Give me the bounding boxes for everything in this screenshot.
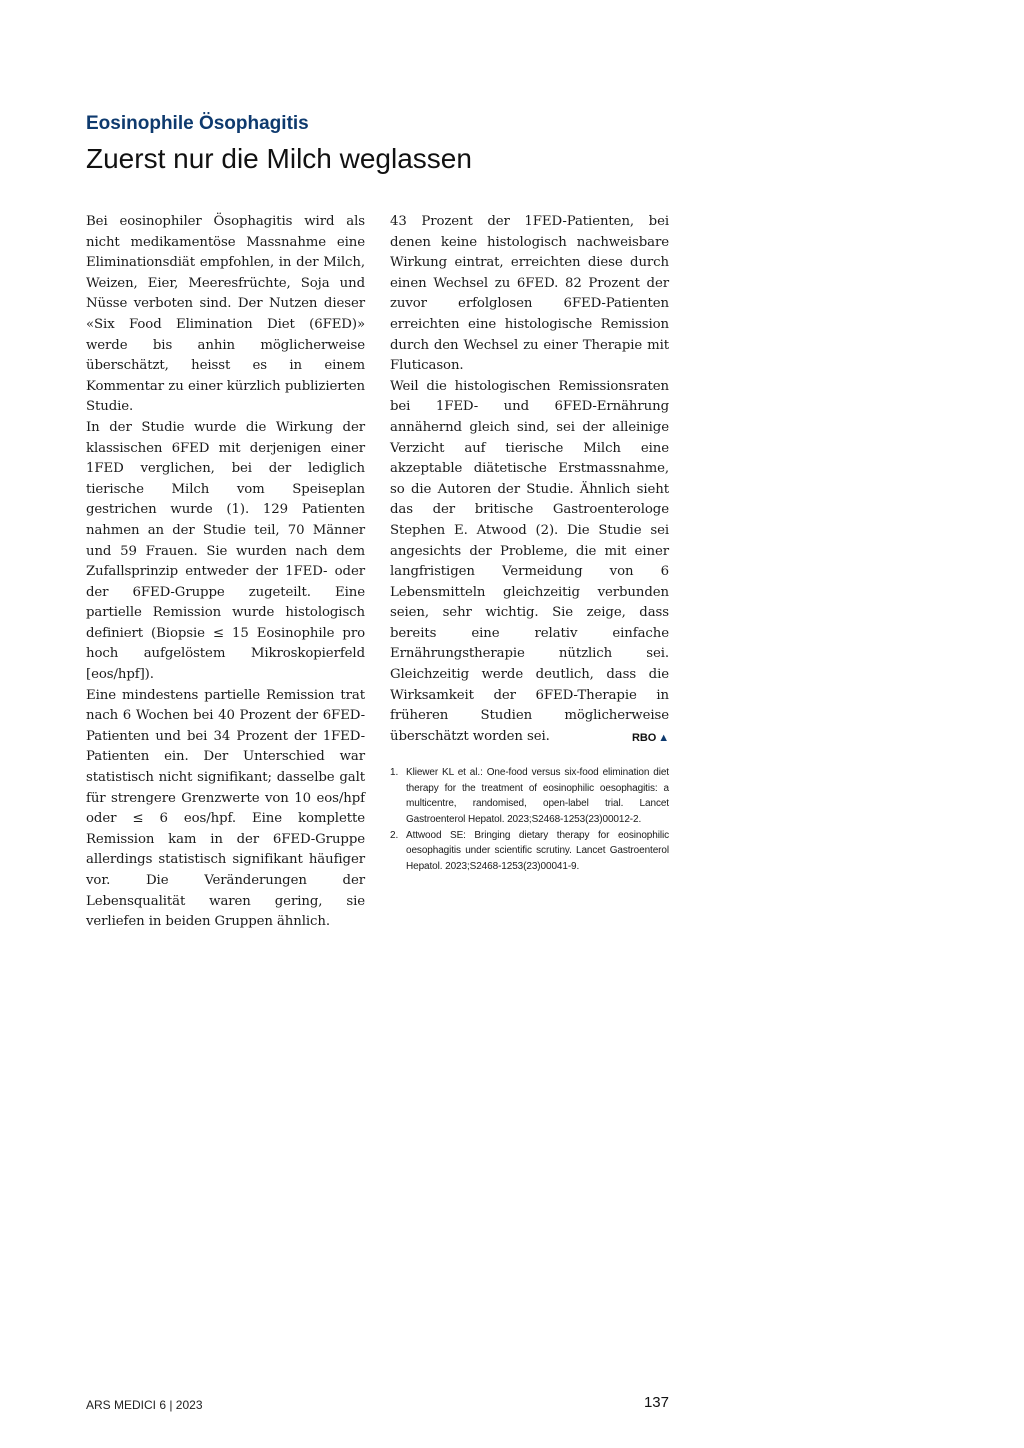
reference-item [390,828,669,874]
page-number: 137 [643,1394,669,1411]
reference-text: Attwood SE: Bringing dietary therapy for eosinophilic oesophagitis under scientific scrutiny. Lancet Gastroenterol Hepatol. 2023;S2468-1253(23)00041-9. [406,830,669,872]
body-paragraph: Eine mindestens partielle Remission trat nach 6 Wochen bei 40 Prozent der 6FED-Patienten und bei 34 Prozent der 1FED-Patienten ein. Der Unterschied war statistisch nicht signifikant; dasselbe galt für strengere Grenzwerte von 10 eos/hpf oder ≤ 6 eos/hpf. Eine komplette Remission kam in der 6FED-Gruppe allerdings statistisch signifikant häufiger vor. Die Veränderungen der Lebensqualität waren gering, sie verliefen in beiden Gruppen ähnlich. [86,687,365,930]
journal-footer: ARS MEDICI 6 | 2023 [86,1398,203,1412]
body-paragraph: Bei eosinophiler Ösophagitis wird als nicht medikamentöse Massnahme eine Eliminationsdiät empfohlen, in der Milch, Weizen, Eier, Meeresfrüchte, Soja und Nüsse verboten sind. Der Nutzen dieser «Six Food Elimination Diet (6FED)» werde bis anhin möglicherweise überschätzt, heisst es in einem Kommentar zu einer kürzlich publizierten Studie. [86,214,365,415]
body-paragraph [390,377,669,748]
author-signature [632,728,669,749]
reference-number: 2. [390,830,399,842]
author-initials: RBO [632,731,657,744]
article-kicker: Eosinophile Ösophagitis [86,113,309,134]
end-triangle-icon: ▲ [658,731,669,744]
body-paragraph-text: Weil die histologischen Remissionsraten bei 1FED- und 6FED-Ernährung annähernd gleich sind, sei der alleinige Verzicht auf tierische Milch eine akzeptable diätetische Erstmassnahme, so die Autoren der Studie. Ähnlich sieht das der britische Gastroenterologe Stephen E. Atwood (2). Die Studie sei angesichts der Probleme, die mit einer langfristigen Vermeidung von 6 Lebensmitteln gleichzeitig verbunden seien, sehr wichtig. Sie zeige, dass bereits eine relativ einfache Ernährungstherapie nützlich sei. Gleichzeitig werde deutlich, dass die Wirksamkeit der 6FED-Therapie in früheren Studien möglicherweise überschätzt worden sei. [390,378,669,744]
body-paragraph: 43 Prozent der 1FED-Patienten, bei denen keine histologisch nachweisbare Wirkung eintrat, erreichten diese durch einen Wechsel zu 6FED. 82 Prozent der zuvor erfolglosen 6FED-Patienten erreichten eine histologische Remission durch den Wechsel zu einer Therapie mit Fluticason. [390,214,669,374]
reference-item [390,765,669,827]
right-column [390,212,669,875]
left-column [86,212,365,933]
article-headline: Zuerst nur die Milch weglassen [86,143,472,174]
body-paragraph: In der Studie wurde die Wirkung der klassischen 6FED mit derjenigen einer 1FED verglichen, bei der lediglich tierische Milch vom Speiseplan gestrichen wurde (1). 129 Patienten nahmen an der Studie teil, 70 Männer und 59 Frauen. Sie wurden nach dem Zufallsprinzip entweder der 1FED- oder der 6FED-Gruppe zugeteilt. Eine partielle Remission wurde histologisch definiert (Biopsie ≤ 15 Eosinophile pro hoch aufgelöstem Mikroskopierfeld [eos/hpf]). [86,419,365,683]
reference-list [390,765,669,874]
reference-text: Kliewer KL et al.: One-food versus six-food elimination diet therapy for the treatment of eosinophilic oesophagitis: a multicentre, randomised, open-label trial. Lancet Gastroenterol Hepatol. 2023;S2468-1253(23)00012-2. [406,767,669,825]
reference-number: 1. [390,767,399,779]
